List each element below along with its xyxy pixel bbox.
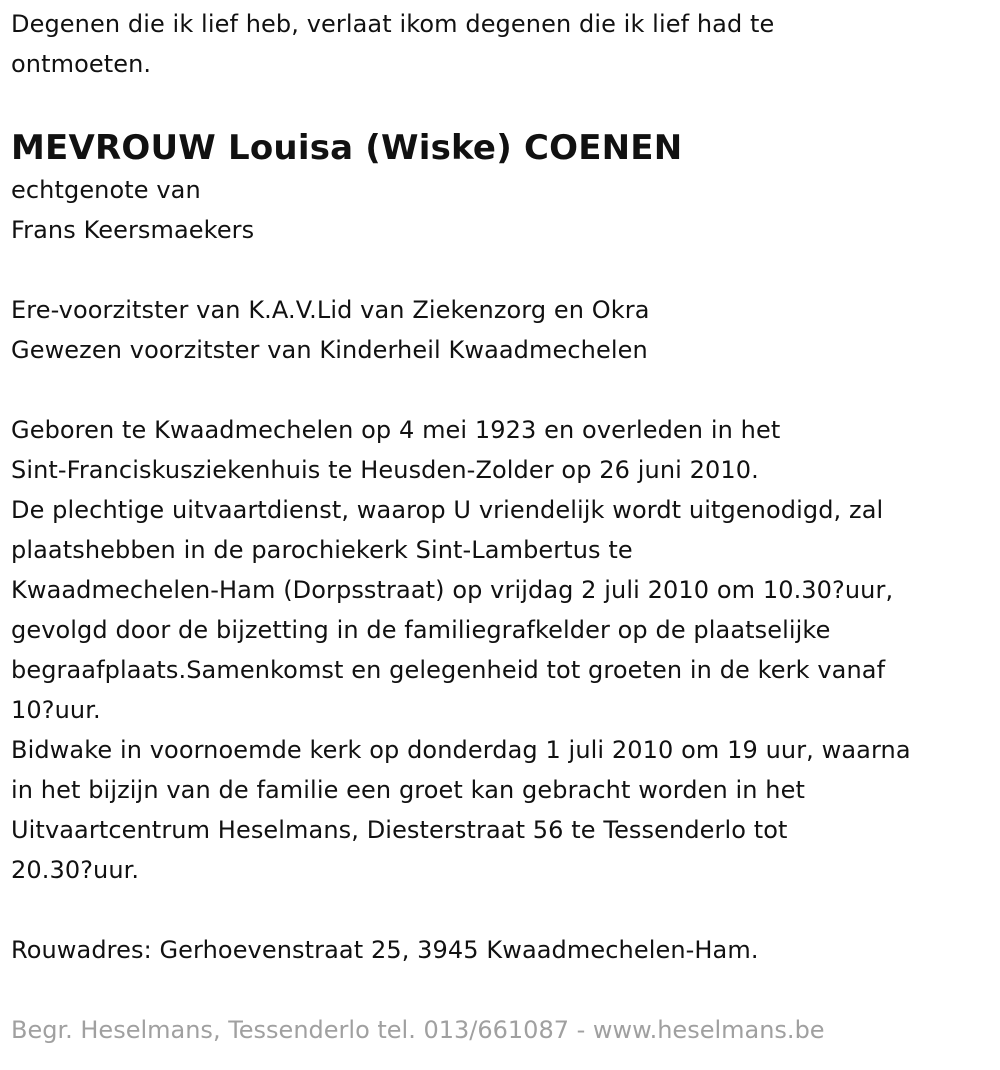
details-line: Sint-Franciskusziekenhuis te Heusden-Zolder op 26 juni 2010. (11, 456, 759, 484)
spacer (11, 890, 988, 930)
deceased-name: MEVROUW Louisa (Wiske) COENEN (11, 128, 683, 168)
spacer (11, 250, 988, 290)
details-line: Geboren te Kwaadmechelen op 4 mei 1923 en overleden in het (11, 416, 781, 444)
details-line: plaatshebben in de parochiekerk Sint-Lambertus te (11, 536, 633, 564)
details-line: in het bijzijn van de familie een groet kan gebracht worden in het (11, 776, 805, 804)
details-line: Kwaadmechelen-Ham (Dorpsstraat) op vrijdag 2 juli 2010 om 10.30?uur, (11, 576, 894, 604)
details-line: 20.30?uur. (11, 856, 140, 884)
spacer (11, 370, 988, 410)
details-section (11, 410, 988, 890)
role-line: Ere-voorzitster van K.A.V.Lid van Ziekenzorg en Okra (11, 296, 650, 324)
intro-line: Degenen die ik lief heb, verlaat ikom degenen die ik lief had te (11, 10, 775, 38)
details-line: Uitvaartcentrum Heselmans, Diesterstraat 56 te Tessenderlo tot (11, 816, 788, 844)
funeral-home-footer: Begr. Heselmans, Tessenderlo tel. 013/661087 - www.heselmans.be (11, 1016, 825, 1044)
relation-label: echtgenote van (11, 176, 201, 204)
details-line: Bidwake in voornoemde kerk op donderdag 1 juli 2010 om 19 uur, waarna (11, 736, 911, 764)
details-line: begraafplaats.Samenkomst en gelegenheid tot groeten in de kerk vanaf (11, 656, 886, 684)
roles-section (11, 290, 988, 370)
details-line: De plechtige uitvaartdienst, waarop U vriendelijk wordt uitgenodigd, zal (11, 496, 884, 524)
details-line: gevolgd door de bijzetting in de familiegrafkelder op de plaatselijke (11, 616, 831, 644)
intro-quote (11, 4, 988, 84)
spouse-name: Frans Keersmaekers (11, 216, 255, 244)
details-line: 10?uur. (11, 696, 101, 724)
mourning-address: Rouwadres: Gerhoevenstraat 25, 3945 Kwaadmechelen-Ham. (11, 936, 759, 964)
role-line: Gewezen voorzitster van Kinderheil Kwaadmechelen (11, 336, 648, 364)
intro-line: ontmoeten. (11, 50, 152, 78)
